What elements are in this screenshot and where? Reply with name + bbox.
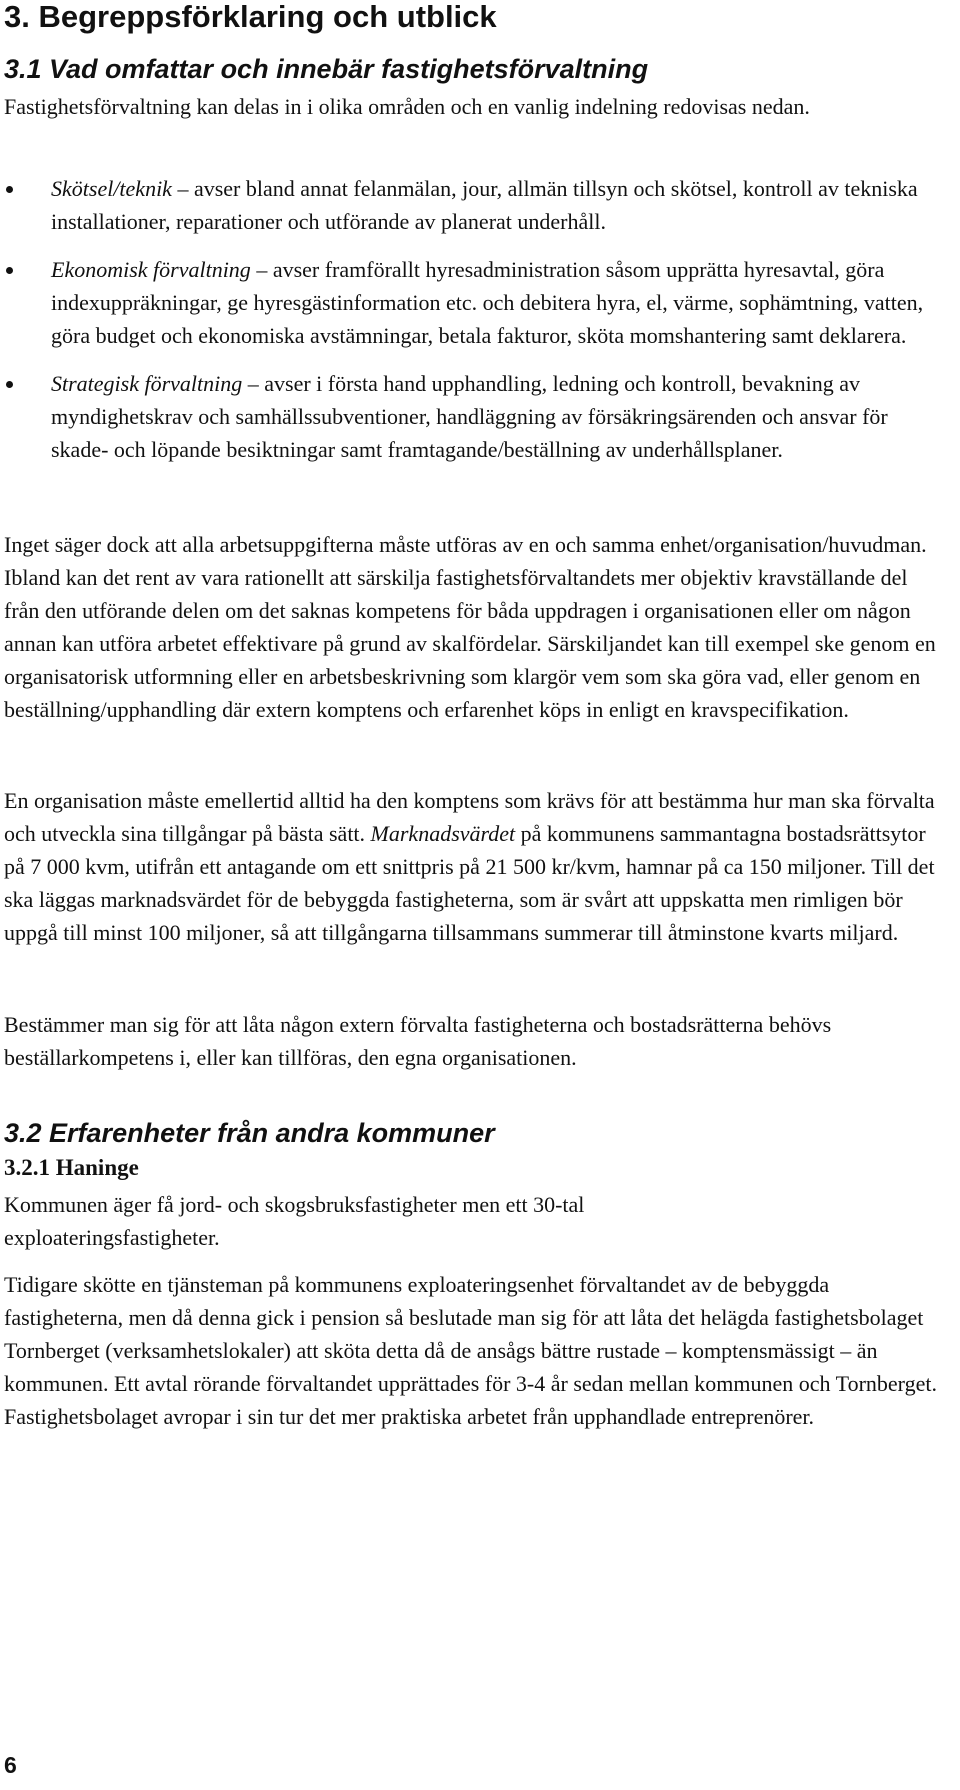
bullet-icon	[6, 381, 13, 388]
bullet-term: Strategisk förvaltning	[51, 371, 243, 396]
bullet-text: – avser i första hand upphandling, ledning och kontroll, bevakning av myndighetskrav och samhällssubventioner, handläggning av försäkringsärenden och ansvar för skade- och löpande besiktningar samt framtagande/beställning av underhållsplaner.	[51, 371, 888, 462]
bullet-list	[4, 172, 944, 466]
list-item	[4, 172, 944, 238]
section-3-1-title: 3.1 Vad omfattar och innebär fastighetsförvaltning	[4, 54, 649, 84]
section-3-2-title: 3.2 Erfarenheter från andra kommuner	[4, 1118, 495, 1148]
bullet-text: – avser bland annat felanmälan, jour, allmän tillsyn och skötsel, kontroll av tekniska installationer, reparationer och utförande av planerat underhåll.	[51, 176, 918, 234]
bullet-icon	[6, 267, 13, 274]
bullet-text: – avser framförallt hyresadministration såsom upprätta hyresavtal, göra indexuppräkningar, ge hyresgästinformation etc. och debitera hyra, el, värme, sophämtning, vatten, göra budget och ekonomiska avstämningar, betala fakturor, sköta momshantering samt deklarera.	[51, 257, 924, 348]
bullet-term: Ekonomisk förvaltning	[51, 257, 251, 282]
paragraph-text: på kommunens sammantagna bostadsrättsytor på 7 000 kvm, utifrån ett antagande om ett snittpris på 21 500 kr/kvm, hamnar på ca 150 miljoner. Till det ska läggas marknadsvärdet för de bebyggda fastigheterna, som är svårt att uppskatta men rimligen bör uppgå till minst 100 miljoner, så att tillgångarna tillsammans summerar till åtminstone kvarts miljard.	[4, 821, 935, 945]
paragraph-organisation: Inget säger dock att alla arbetsuppgifterna måste utföras av en och samma enhet/organisation/huvudman. Ibland kan det rent av vara rationellt att särskilja fastighetsförvaltandets mer objektiv kravställande del från den utförande delen om det saknas kompetens för båda uppdragen i organisationen eller om någon annan kan utföra arbetet effektivare på grund av skalfördelar. Särskiljandet kan till exempel ske genom en organisatorisk utformning eller en arbetsbeskrivning som klargör vem som ska göra vad, eller genom en beställning/upphandling där extern komptens och erfarenhet köps in enligt en kravspecifikation.	[4, 532, 936, 722]
paragraph-text: En organisation måste emellertid alltid ha den komptens som krävs för att bestämma hur man ska förvalta och utveckla sina tillgångar på bästa sätt.	[4, 788, 935, 846]
list-item	[4, 367, 944, 466]
section-3-1-intro: Fastighetsförvaltning kan delas in i olika områden och en vanlig indelning redovisas nedan.	[4, 94, 810, 119]
chapter-heading: 3. Begreppsförklaring och utblick	[4, 0, 497, 34]
page-number: 6	[4, 1752, 17, 1778]
paragraph-haninge-holdings: Kommunen äger få jord- och skogsbruksfastigheter men ett 30-tal exploateringsfastigheter.	[4, 1192, 585, 1250]
paragraph-order-competence: Bestämmer man sig för att låta någon extern förvalta fastigheterna och bostadsrätterna behövs beställarkompetens i, eller kan tillföras, den egna organisationen.	[4, 1012, 832, 1070]
bullet-icon	[6, 186, 13, 193]
paragraph-haninge-history: Tidigare skötte en tjänsteman på kommunens exploateringsenhet förvaltandet av de bebyggda fastigheterna, men då denna gick i pension så beslutade man sig för att låta det helägda fastighetsbolaget Tornberget (verksamhetslokaler) att sköta detta då de ansågs bättre rustade – komptensmässigt – än kommunen. Ett avtal rörande förvaltandet upprättades för 3-4 år sedan mellan kommunen och Tornberget. Fastighetsbolaget avropar i sin tur det mer praktiska arbetet från upphandlade entreprenörer.	[4, 1272, 937, 1429]
paragraph-market-value	[4, 784, 944, 949]
list-item	[4, 253, 944, 352]
term-marknadsvardet: Marknadsvärdet	[370, 821, 516, 846]
subsection-3-2-1-title: 3.2.1 Haninge	[4, 1155, 139, 1180]
bullet-term: Skötsel/teknik	[51, 176, 172, 201]
